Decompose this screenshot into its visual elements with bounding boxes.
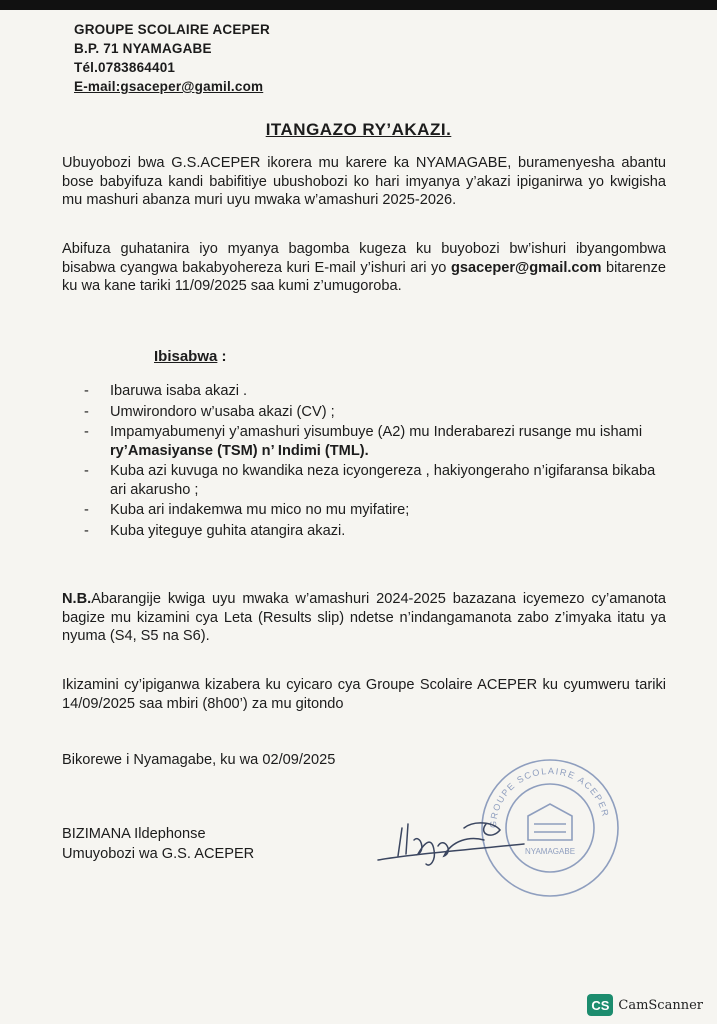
requirements-list bbox=[80, 382, 666, 542]
list-item: - Kuba yiteguye guhita atangira akazi. bbox=[84, 522, 346, 539]
stamp-inner-text: NYAMAGABE bbox=[524, 847, 576, 856]
signatory-role: Umuyobozi wa G.S. ACEPER bbox=[62, 846, 255, 862]
document-title: ITANGAZO RY’AKAZI. bbox=[265, 120, 452, 139]
nb-text: Abarangije kwiga uyu mwaka w’amashuri 2024-2025 bazazana icyemezo cy’amanota bagize mu kizamini cya Leta (Results slip) ndetse n’indangamanota zabo z’imyaka itatu ya nyuma (S4, S5 na S6). bbox=[62, 591, 666, 644]
letterhead bbox=[74, 20, 270, 96]
po-box: B.P. 71 NYAMAGABE bbox=[74, 41, 212, 56]
list-item: - Kuba azi kuvuga no kwandika neza icyongereza , hakiyongeraho n’igifaransa bikaba ari akarusho ; bbox=[84, 463, 656, 498]
exam-notice: Ikizamini cy’ipiganwa kizabera ku cyicaro cya Groupe Scolaire ACEPER ku cyumweru tariki 14/09/2025 saa mbiri (8h00’) za mu gitondo bbox=[62, 677, 666, 712]
signatory-block bbox=[62, 824, 254, 864]
application-text-before: Abifuza guhatanira iyo myanya bagomba kugeza ku buyobozi bw’ishuri ibyangombwa bisabwa cyangwa bakabyohereza kuri E-mail y’ishuri ari yo bbox=[62, 241, 666, 276]
list-item: - Kuba ari indakemwa mu mico no mu myifatire; bbox=[84, 502, 410, 518]
nb-label: N.B. bbox=[62, 591, 92, 607]
list-item: - Umwirondoro w’usaba akazi (CV) ; bbox=[84, 403, 335, 420]
date-line: Bikorewe i Nyamagabe, ku wa 02/09/2025 bbox=[62, 752, 336, 768]
camscanner-label: CamScanner bbox=[618, 997, 703, 1013]
school-name: GROUPE SCOLAIRE ACEPER bbox=[74, 22, 270, 37]
document-page bbox=[0, 10, 717, 1024]
application-text-after: bitarenze ku wa kane tariki 11/09/2025 saa kumi z’umugoroba. bbox=[62, 259, 666, 294]
scan-top-border bbox=[0, 0, 717, 10]
handwritten-signature bbox=[374, 810, 534, 880]
signatory-name: BIZIMANA Ildephonse bbox=[62, 826, 206, 842]
camscanner-logo-icon: CS bbox=[587, 994, 613, 1016]
application-email: gsaceper@gmail.com bbox=[450, 259, 602, 276]
list-item: - Impamyabumenyi y’amashuri yisumbuye (A2) mu Inderabarezi rusange mu ishami ry’Amasiyanse (TSM) n’ Indimi (TML). bbox=[84, 424, 643, 459]
stamp-outer-text: GROUPE SCOLAIRE ACEPER bbox=[487, 765, 611, 829]
camscanner-watermark bbox=[587, 994, 703, 1016]
list-item: - Ibaruwa isaba akazi . bbox=[84, 383, 248, 399]
nb-paragraph bbox=[62, 590, 666, 646]
requirements-heading: Ibisabwa : bbox=[154, 348, 227, 365]
phone: Tél.0783864401 bbox=[74, 60, 176, 75]
letterhead-email: E-mail:gsaceper@gamil.com bbox=[74, 79, 264, 94]
intro-paragraph: Ubuyobozi bwa G.S.ACEPER ikorera mu karere ka NYAMAGABE, buramenyesha abantu bose babyifuza kandi babifitiye ubushobozi ko hari imyanya y’akazi ipiganirwa yo kwigisha mu mashuri abanza muri uyu mwaka w’amashuri 2025-2026. bbox=[62, 155, 666, 208]
application-paragraph bbox=[62, 240, 666, 296]
